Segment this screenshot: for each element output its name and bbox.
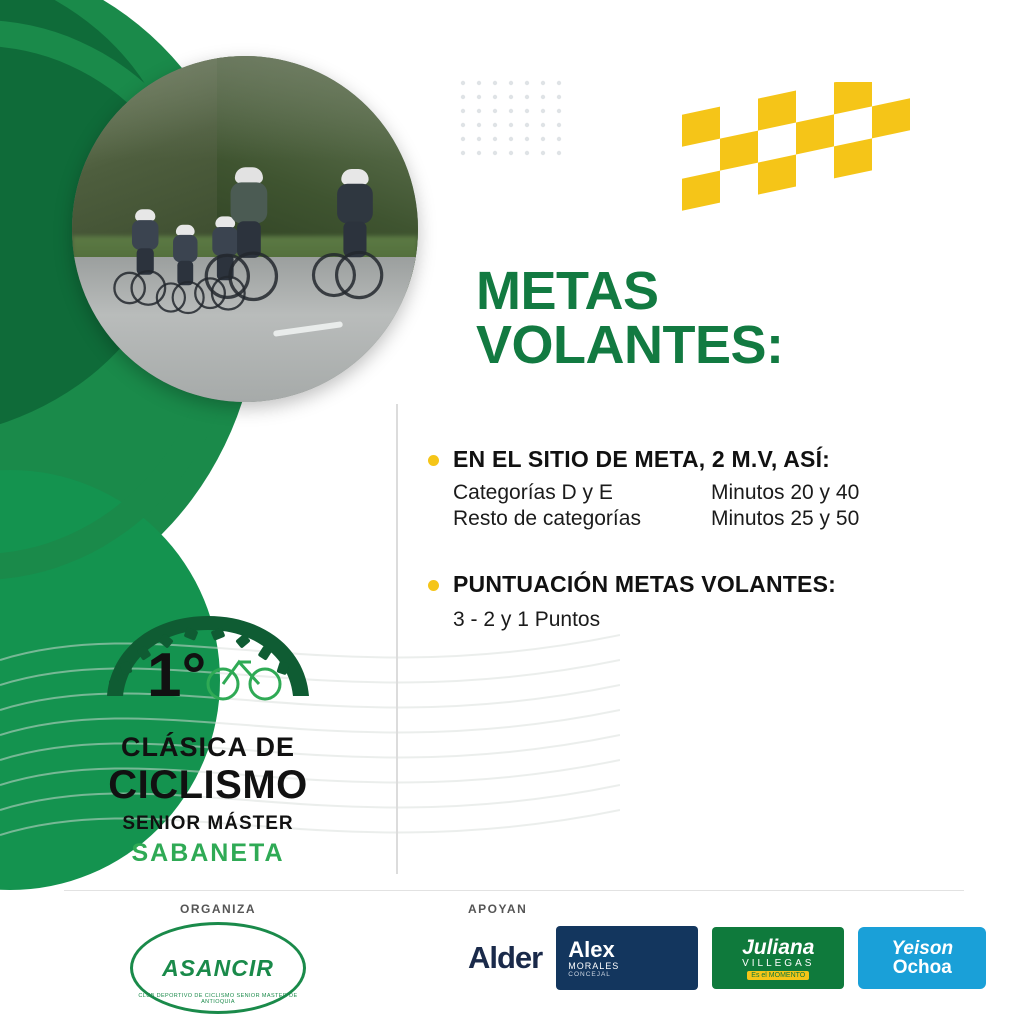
apoyan-label: APOYAN (468, 902, 528, 916)
sponsor-yeison-ochoa (858, 927, 986, 989)
cyclists-photo (72, 56, 418, 402)
sprocket-icon (93, 610, 323, 730)
sponsor-yeison-name2: Ochoa (892, 956, 952, 978)
row-value: Minutos 25 y 50 (711, 507, 860, 530)
sponsor-juliana-name: Juliana (742, 935, 815, 959)
meta-volantes-table (453, 481, 968, 531)
page-title (476, 261, 784, 376)
footer-divider (64, 890, 964, 891)
sponsor-alder-name: Alder (468, 940, 543, 975)
title-line-1: METAS (476, 261, 659, 322)
sponsor-alder (468, 932, 542, 984)
asancir-name: ASANCIR (162, 954, 274, 981)
event-logo (58, 610, 358, 870)
bullet-dot-icon (428, 580, 439, 591)
sponsor-yeison-name1: Yeison (891, 937, 954, 959)
row-label: Resto de categorías (453, 507, 641, 530)
logo-line-1: CLÁSICA DE (120, 732, 295, 762)
footer-sponsors (468, 902, 988, 990)
sponsor-alex-sub2: CONCEJAL (568, 970, 611, 978)
vertical-divider (396, 404, 398, 874)
svg-text:1°: 1° (147, 641, 207, 710)
sponsor-alex-morales (556, 926, 698, 990)
footer-organizer (88, 902, 348, 1014)
bullet-item-puntuacion (428, 571, 968, 598)
row-label: Categorías D y E (453, 481, 613, 504)
logo-line-4: SABANETA (131, 839, 285, 867)
sponsor-juliana-sub2: Es el MOMENTO (747, 971, 809, 980)
bullet-heading-2: PUNTUACIÓN METAS VOLANTES: (453, 571, 836, 597)
asancir-tagline: CLUB DEPORTIVO DE CICLISMO SENIOR MASTER DE ANTIOQUIA (138, 993, 298, 1005)
bullet-heading-1: EN EL SITIO DE META, 2 M.V, ASÍ: (453, 446, 831, 472)
title-line-2: VOLANTES: (476, 315, 784, 376)
dot-grid-decoration (458, 78, 578, 166)
table-row (453, 507, 968, 531)
sponsor-alex-name: Alex (568, 936, 615, 962)
logo-line-3: SENIOR MÁSTER (122, 813, 294, 834)
asancir-logo (130, 922, 306, 1014)
gear-emblem (93, 610, 323, 730)
row-value: Minutos 20 y 40 (711, 481, 860, 504)
table-row (453, 481, 968, 505)
bullet-item-meta-volantes (428, 446, 968, 473)
bullet-dot-icon (428, 455, 439, 466)
organiza-label: ORGANIZA (180, 902, 256, 916)
sponsor-alex-sub1: MORALES (568, 960, 620, 971)
sponsor-juliana-sub1: VILLEGAS (742, 957, 815, 969)
sponsor-juliana-villegas (712, 927, 844, 989)
logo-line-2: CICLISMO (108, 763, 308, 807)
details-section (428, 446, 968, 632)
puntuacion-detail: 3 - 2 y 1 Puntos (453, 608, 601, 631)
checkered-flag-icon (676, 82, 924, 232)
